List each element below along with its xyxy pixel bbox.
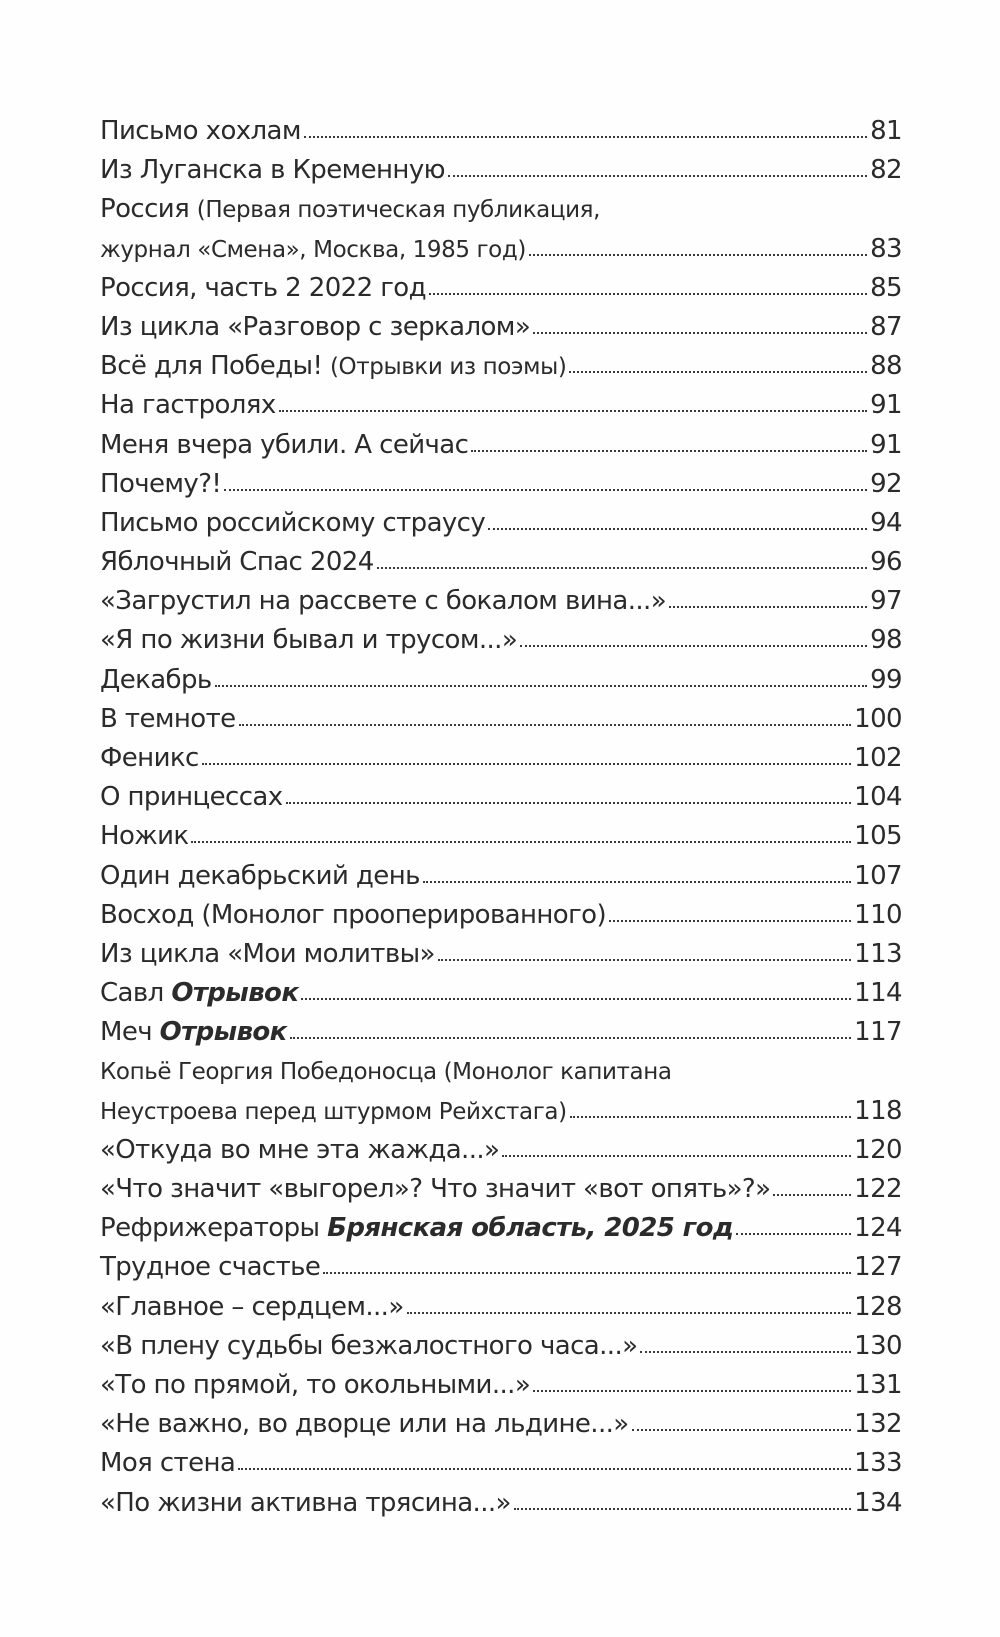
entry-title: Трудное счастье (100, 1252, 321, 1283)
entry-page: 130 (854, 1330, 902, 1361)
dot-leader (471, 450, 867, 452)
toc-entry[interactable] (100, 817, 902, 856)
entry-title-emphasis: Отрывок (159, 1017, 287, 1048)
dot-leader (377, 567, 867, 569)
dot-leader (520, 645, 867, 647)
dot-leader (529, 254, 867, 256)
dot-leader (514, 1508, 851, 1510)
dot-leader (736, 1233, 851, 1235)
entry-title-emphasis: Отрывок (171, 978, 299, 1009)
dot-leader (215, 685, 868, 687)
entry-page: 85 (870, 272, 902, 303)
entry-title: Восход (Монолог прооперированного) (100, 899, 607, 930)
toc-entry[interactable] (100, 151, 902, 190)
dot-leader (609, 920, 851, 922)
dot-leader (640, 1351, 851, 1353)
toc-entry[interactable] (100, 269, 902, 308)
dot-leader (239, 724, 852, 726)
toc-entry-first-line[interactable] (100, 1053, 902, 1092)
entry-page: 118 (854, 1095, 902, 1126)
entry-page: 113 (854, 938, 902, 969)
toc-entry[interactable] (100, 896, 902, 935)
toc-entry[interactable] (100, 504, 902, 543)
dot-leader (323, 1272, 851, 1274)
entry-title: Моя стена (100, 1448, 236, 1479)
dot-leader (448, 175, 867, 177)
toc-entry[interactable] (100, 1092, 902, 1131)
entry-title: «Я по жизни бывал и трусом...» (100, 625, 518, 656)
entry-page: 107 (854, 860, 902, 891)
entry-page: 110 (854, 899, 902, 930)
toc-entry[interactable] (100, 543, 902, 582)
dot-leader (224, 489, 867, 491)
dot-leader (502, 1155, 851, 1157)
toc-entry[interactable] (100, 621, 902, 660)
toc-entry[interactable] (100, 661, 902, 700)
entry-page: 120 (854, 1134, 902, 1165)
entry-page: 96 (870, 547, 902, 578)
dot-leader (286, 802, 852, 804)
entry-title-main: Россия (100, 194, 190, 225)
entry-title: Один декабрьский день (100, 860, 420, 891)
entry-title-emphasis: Брянская область, 2025 год (327, 1213, 734, 1244)
entry-page: 124 (854, 1213, 902, 1244)
toc-entry[interactable] (100, 1444, 902, 1483)
toc-entry[interactable] (100, 426, 902, 465)
entry-title: Из Луганска в Кременную (100, 155, 445, 186)
entry-title: Меня вчера убили. А сейчас (100, 429, 469, 460)
toc-entry[interactable] (100, 465, 902, 504)
table-of-contents (100, 112, 902, 1523)
dot-leader (202, 763, 851, 765)
dot-leader (407, 1312, 852, 1314)
dot-leader (438, 959, 851, 961)
entry-page: 104 (854, 782, 902, 813)
entry-title-note: (Отрывки из поэмы) (329, 354, 567, 381)
dot-leader (533, 1390, 851, 1392)
dot-leader (279, 410, 867, 412)
entry-page: 105 (854, 821, 902, 852)
toc-entry[interactable] (100, 308, 902, 347)
entry-title-main: Всё для Победы! (100, 351, 323, 382)
dot-leader (290, 1037, 851, 1039)
entry-page: 88 (870, 351, 902, 382)
entry-page: 100 (854, 703, 902, 734)
entry-page: 92 (870, 468, 902, 499)
dot-leader (488, 528, 867, 530)
dot-leader (238, 1468, 851, 1470)
entry-title: Письмо российскому страусу (100, 507, 486, 538)
entry-title: Ножик (100, 821, 189, 852)
entry-title-main: Меч (100, 1017, 152, 1048)
dot-leader (304, 136, 867, 138)
entry-page: 81 (870, 116, 902, 146)
entry-page: 83 (870, 233, 902, 264)
entry-page: 134 (854, 1487, 902, 1518)
dot-leader (570, 1116, 852, 1118)
toc-entry[interactable] (100, 778, 902, 817)
entry-title: Неустроева перед штурмом Рейхстага) (100, 1098, 567, 1125)
entry-title-note: (Первая поэтическая публикация, (196, 197, 601, 224)
entry-title: Письмо хохлам (100, 116, 301, 146)
entry-title: Почему?! (100, 468, 222, 499)
entry-title: На гастролях (100, 390, 276, 421)
entry-page: 94 (870, 507, 902, 538)
entry-title: «Главное – сердцем...» (100, 1291, 404, 1322)
entry-title: «В плену судьбы безжалостного часа...» (100, 1330, 638, 1361)
dot-leader (423, 881, 851, 883)
toc-entry[interactable] (100, 230, 902, 269)
entry-page: 127 (854, 1252, 902, 1283)
entry-page: 87 (870, 311, 902, 342)
toc-entry[interactable] (100, 1288, 902, 1327)
toc-entry[interactable] (100, 974, 902, 1013)
toc-entry[interactable] (100, 1170, 902, 1209)
entry-page: 114 (854, 978, 902, 1009)
dot-leader (533, 332, 867, 334)
entry-title: «Не важно, во дворце или на льдине...» (100, 1409, 629, 1440)
toc-entry[interactable] (100, 857, 902, 896)
dot-leader (191, 841, 851, 843)
entry-title: «Что значит «выгорел»? Что значит «вот опять»?» (100, 1174, 771, 1205)
toc-entry[interactable] (100, 1248, 902, 1287)
entry-title: Декабрь (100, 664, 212, 695)
dot-leader (429, 293, 867, 295)
entry-title: Феникс (100, 743, 199, 773)
entry-title: Россия, часть 2 2022 год (100, 272, 426, 303)
dot-leader (301, 998, 851, 1000)
toc-entry[interactable] (100, 1209, 902, 1248)
entry-title: «Откуда во мне эта жажда...» (100, 1134, 500, 1165)
entry-page: 128 (854, 1291, 902, 1322)
toc-entry[interactable] (100, 112, 902, 151)
entry-page: 82 (870, 155, 902, 186)
toc-entry[interactable] (100, 700, 902, 739)
toc-entry[interactable] (100, 1366, 902, 1405)
entry-page: 97 (870, 586, 902, 617)
toc-entry[interactable] (100, 935, 902, 974)
entry-title: «Загрустил на рассвете с бокалом вина...» (100, 586, 667, 617)
entry-title (100, 347, 566, 387)
entry-page: 133 (854, 1448, 902, 1479)
toc-entry-first-line[interactable] (100, 190, 902, 229)
entry-title: «По жизни активна трясина...» (100, 1487, 511, 1518)
dot-leader (632, 1429, 852, 1431)
entry-page: 102 (854, 743, 902, 773)
entry-title: Яблочный Спас 2024 (100, 547, 374, 578)
dot-leader (569, 371, 867, 373)
entry-title: Из цикла «Мои молитвы» (100, 938, 435, 969)
toc-entry[interactable] (100, 347, 902, 386)
dot-leader (773, 1194, 851, 1196)
entry-page: 99 (870, 664, 902, 695)
toc-entry[interactable] (100, 1405, 902, 1444)
entry-page: 117 (854, 1017, 902, 1048)
entry-page: 98 (870, 625, 902, 656)
entry-title (100, 1209, 733, 1248)
entry-title-main: Савл (100, 978, 164, 1009)
entry-page: 122 (854, 1174, 902, 1205)
entry-page: 91 (870, 429, 902, 460)
entry-title: О принцессах (100, 782, 283, 813)
entry-title: «То по прямой, то окольными...» (100, 1370, 531, 1400)
entry-title: Из цикла «Разговор с зеркалом» (100, 311, 531, 342)
toc-entry[interactable] (100, 739, 902, 778)
entry-title: журнал «Смена», Москва, 1985 год) (100, 236, 526, 263)
entry-title-main: Рефрижераторы (100, 1213, 320, 1244)
toc-entry[interactable] (100, 1327, 902, 1366)
entry-page: 132 (854, 1409, 902, 1440)
entry-title (100, 974, 298, 1013)
toc-entry[interactable] (100, 582, 902, 621)
entry-title: В темноте (100, 703, 236, 734)
toc-entry[interactable] (100, 1013, 902, 1052)
toc-entry[interactable] (100, 1131, 902, 1170)
entry-page: 91 (870, 390, 902, 421)
entry-page: 131 (854, 1370, 902, 1400)
dot-leader (669, 606, 867, 608)
entry-title-line1: Копьё Георгия Победоносца (Монолог капитана (100, 1058, 672, 1085)
toc-entry[interactable] (100, 1484, 902, 1523)
entry-title (100, 1013, 287, 1052)
toc-entry[interactable] (100, 386, 902, 425)
